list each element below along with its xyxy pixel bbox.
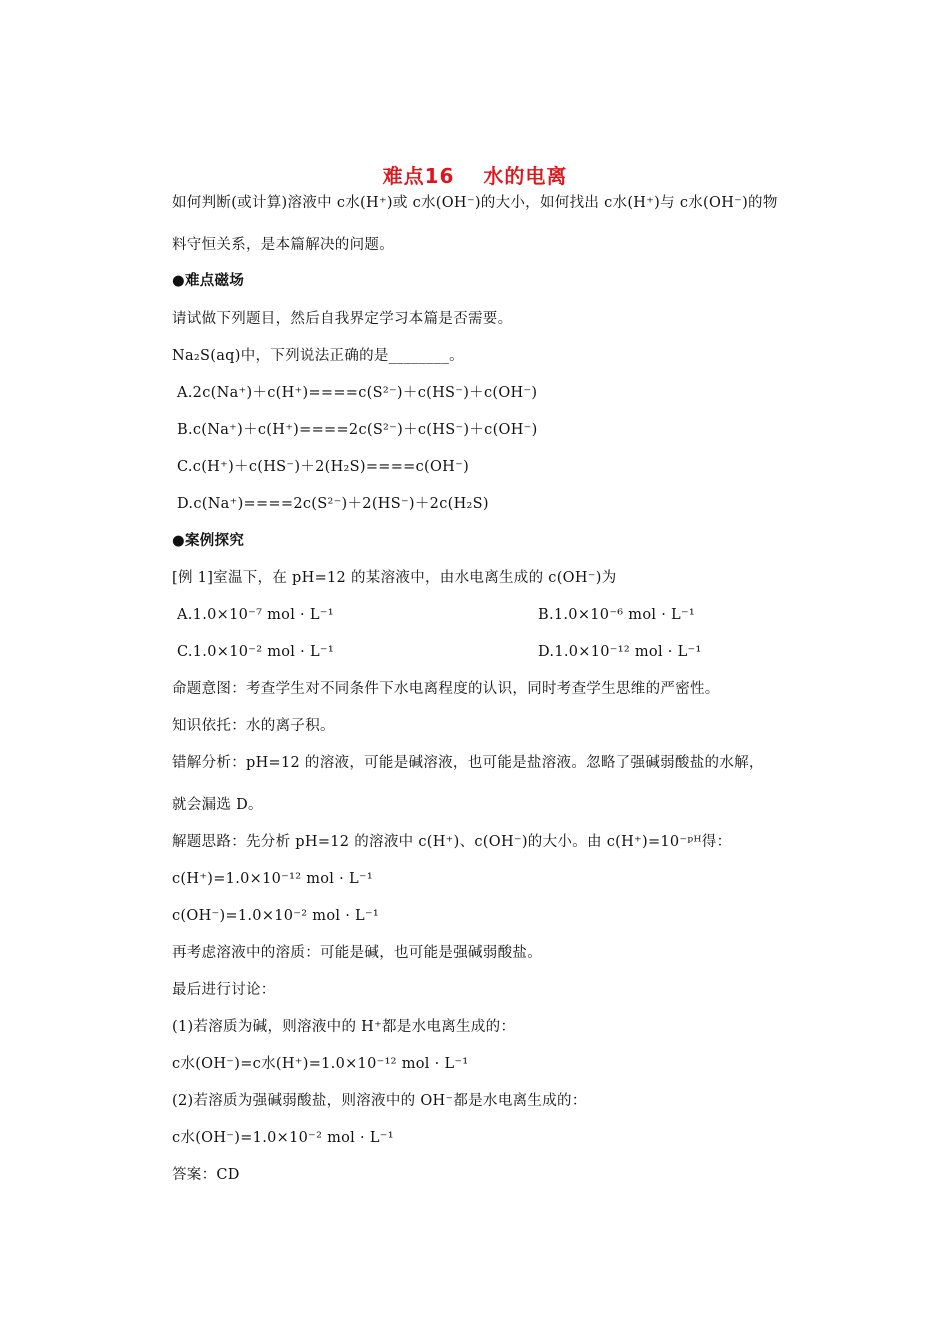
example-option-a: A.1.0×10⁻⁷ mol · L⁻¹ xyxy=(177,607,334,623)
case-2-text: (2)若溶质为强碱弱酸盐，则溶液中的 OH⁻都是水电离生成的： xyxy=(172,1093,587,1109)
case-1-equation: c水(OH⁻)=c水(H⁺)=1.0×10⁻¹² mol · L⁻¹ xyxy=(172,1056,469,1072)
section-heading-case-study: ●案例探究 xyxy=(172,532,245,549)
instruction-text: 请试做下列题目，然后自我界定学习本篇是否需要。 xyxy=(172,311,513,327)
example-option-d: D.1.0×10⁻¹² mol · L⁻¹ xyxy=(538,644,702,660)
section-heading-difficulty: ●难点磁场 xyxy=(172,272,245,289)
intro-line-1: 如何判断(或计算)溶液中 c水(H⁺)或 c水(OH⁻)的大小，如何找出 c水(H⁺)与 c水(OH⁻)的物 xyxy=(172,195,778,211)
example-option-b: B.1.0×10⁻⁶ mol · L⁻¹ xyxy=(538,607,696,623)
option-a: A.2c(Na⁺)＋c(H⁺)====c(S²⁻)＋c(HS⁻)＋c(OH⁻) xyxy=(177,385,538,401)
error-analysis-line-1: 错解分析：pH=12 的溶液，可能是碱溶液，也可能是盐溶液。忽略了强碱弱酸盐的水解， xyxy=(172,755,764,771)
case-2-equation: c水(OH⁻)=1.0×10⁻² mol · L⁻¹ xyxy=(172,1130,394,1146)
page-title: 难点16 水的电离 xyxy=(382,164,568,188)
discuss-text: 最后进行讨论： xyxy=(172,982,276,998)
intent-text: 命题意图：考查学生对不同条件下水电离程度的认识，同时考查学生思维的严密性。 xyxy=(172,681,720,697)
question-text: Na₂S(aq)中，下列说法正确的是________。 xyxy=(172,348,464,364)
answer-text: 答案：CD xyxy=(172,1167,240,1183)
knowledge-text: 知识依托：水的离子积。 xyxy=(172,718,335,734)
error-analysis-line-2: 就会漏选 D。 xyxy=(172,797,263,813)
option-c: C.c(H⁺)＋c(HS⁻)＋2(H₂S)====c(OH⁻) xyxy=(177,459,470,475)
case-1-text: (1)若溶质为碱，则溶液中的 H⁺都是水电离生成的： xyxy=(172,1019,516,1035)
example-option-c: C.1.0×10⁻² mol · L⁻¹ xyxy=(177,644,334,660)
option-b: B.c(Na⁺)＋c(H⁺)====2c(S²⁻)＋c(HS⁻)＋c(OH⁻) xyxy=(177,422,538,438)
equation-1: c(H⁺)=1.0×10⁻¹² mol · L⁻¹ xyxy=(172,871,373,887)
equation-2: c(OH⁻)=1.0×10⁻² mol · L⁻¹ xyxy=(172,908,380,924)
intro-line-2: 料守恒关系，是本篇解决的问题。 xyxy=(172,237,394,253)
example-question: [例 1]室温下，在 pH=12 的某溶液中，由水电离生成的 c(OH⁻)为 xyxy=(172,570,617,586)
consider-text: 再考虑溶液中的溶质：可能是碱，也可能是强碱弱酸盐。 xyxy=(172,945,542,961)
solution-text: 解题思路：先分析 pH=12 的溶液中 c(H⁺)、c(OH⁻)的大小。由 c(H⁺)=10⁻ᵖᴴ得： xyxy=(172,834,732,850)
option-d: D.c(Na⁺)====2c(S²⁻)＋2(HS⁻)＋2c(H₂S) xyxy=(177,496,489,512)
